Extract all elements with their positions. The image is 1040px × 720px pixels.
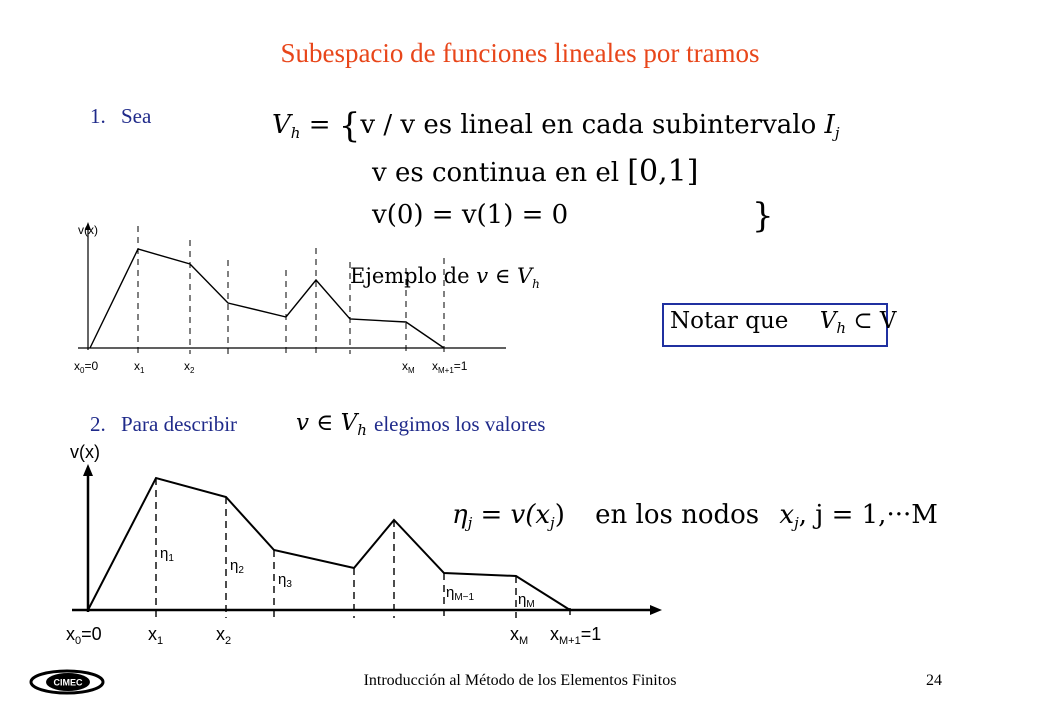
graph2-eta2: $\eta_2$	[230, 557, 244, 576]
graph1-function	[90, 249, 444, 348]
graph2-eta3: $\eta_3$	[278, 571, 292, 590]
graph2	[60, 440, 670, 660]
graph1-tick-x0: $x_0=0$	[74, 359, 99, 375]
item1	[90, 104, 151, 129]
graph1-tick-x1: $x_1$	[134, 359, 145, 375]
svg-text:CIMEC: CIMEC	[53, 677, 83, 688]
graph2-x-arrow	[650, 605, 662, 615]
eta-definition: $\eta_j = v(x_j)$ en los nodos $x_j$, j = 1,···M	[452, 500, 938, 532]
item1-text: Sea	[121, 104, 152, 128]
example-label: Ejemplo de v ∈ $V_h$	[350, 264, 540, 291]
item2-after: elegimos los valores	[374, 412, 546, 436]
item2: 2. Para describir	[90, 412, 238, 436]
item2-math: v ∈ $V_h$	[296, 410, 367, 439]
graph1-ylabel: v(x)	[78, 223, 98, 237]
item1-number: 1.	[90, 104, 106, 128]
graph2-eta1: $\eta_1$	[160, 545, 174, 564]
graph2-tick-xm1: $x_{M+1}=1$	[550, 624, 602, 647]
page-number: 24	[926, 672, 942, 689]
definition-line3: v(0) = v(1) = 0	[372, 200, 569, 230]
graph2-eta-m: $\eta_M$	[518, 591, 535, 610]
graph1	[70, 218, 510, 378]
definition-line1: $V_h = \{v / v$ es lineal en cada subintervalo $I_j$	[272, 106, 840, 146]
graph1-tick-x2: $x_2$	[184, 359, 195, 375]
graph1-tick-xm: $x_M$	[402, 359, 415, 375]
graph2-function	[88, 478, 570, 610]
vh-symbol: V	[272, 110, 291, 140]
graph1-tick-xm1: $x_{M+1}=1$	[432, 359, 468, 375]
definition-text1: v / v es lineal en cada subintervalo	[360, 110, 817, 140]
note-text: Notar que $V_h$ ⊂ V	[670, 308, 897, 337]
footer-course: Introducción al Método de los Elementos Finitos	[363, 672, 677, 689]
graph2-y-arrow	[83, 464, 93, 476]
definition-line2: v es continua en el [0,1]	[372, 154, 699, 189]
graph2-tick-x2: $x_2$	[216, 624, 232, 647]
graph2-eta-m-1: $\eta_{M-1}$	[446, 584, 475, 603]
closing-brace: }	[752, 196, 774, 236]
open-brace: {	[338, 106, 361, 146]
graph2-tick-xm: $x_M$	[510, 624, 529, 647]
graph2-tick-x1: $x_1$	[148, 624, 164, 647]
graph2-ylabel: v(x)	[70, 442, 100, 462]
graph2-tick-x0: $x_0=0$	[66, 624, 102, 647]
slide-title: Subespacio de funciones lineales por tramos	[280, 38, 760, 68]
